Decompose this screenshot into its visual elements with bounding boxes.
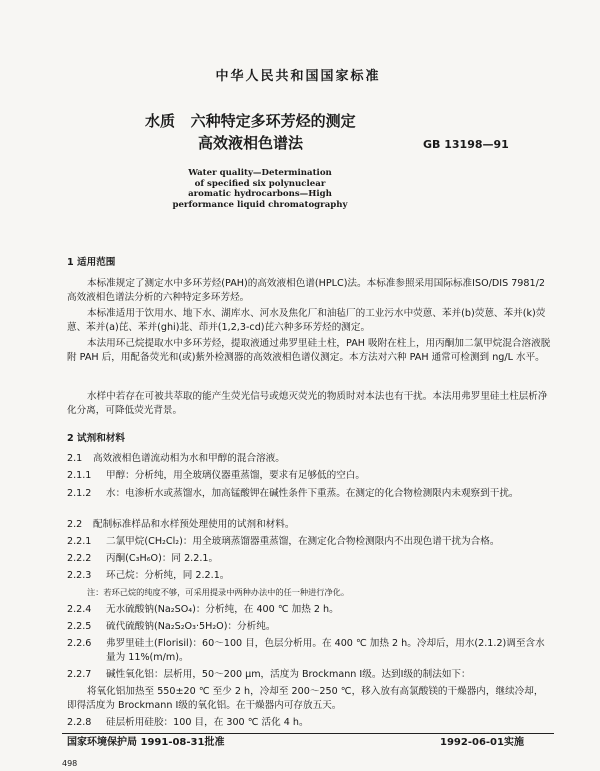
clause-number: 2.2 [67,519,83,530]
clause-number: 2.2.7 [67,669,92,680]
clause-text: 配制标准样品和水样预处理使用的试剂和材料。 [93,519,295,530]
clause-number: 2.2.5 [67,621,92,632]
clause-number: 2.2.1 [67,536,92,547]
section-1-paragraph: 水样中若存在可被共萃取的能产生荧光信号或熄灭荧光的物质时对本法也有干扰。本法用弗罗里硅土柱层析净化分离，可降低荧光背景。 [67,391,548,416]
clause-text: 甲醇：分析纯，用全玻璃仪器重蒸馏，要求有足够低的空白。 [106,470,366,481]
clause-text: 环己烷：分析纯，同 2.2.1。 [106,570,230,581]
clause-text: 硅层析用硅胶：100 目，在 300 ℃ 活化 4 h。 [106,717,309,728]
clause-text: 高效液相色谱流动相为水和甲醇的混合溶液。 [93,453,285,464]
clause-number: 2.1.1 [67,470,92,481]
clause-number: 2.2.4 [67,604,92,615]
english-title [140,168,380,210]
clause-text: 无水硫酸钠(Na₂SO₄)：分析纯，在 400 ℃ 加热 2 h。 [106,604,339,615]
clause-text: 二氯甲烷(CH₂Cl₂)：用全玻璃蒸馏器重蒸馏，在测定化合物检测限内不出现色谱干扰为合格。 [106,536,500,547]
section-2-heading: 2 试剂和材料 [67,433,125,444]
english-title-line: performance liquid chromatography [172,199,348,210]
clause-number: 2.2.8 [67,717,92,728]
english-title-line: of specified six polynuclear [194,178,326,189]
note: 注：若环己烷的纯度不够，可采用提录中两种办法中的任一种进行净化。 [87,587,350,597]
clause-number: 2.1.2 [67,488,92,499]
clause-text: 碱性氧化铝：层析用，50～200 μm，活度为 Brockmann Ⅰ级。达到Ⅰ级的制法如下： [106,669,471,680]
clause-number: 2.2.3 [67,570,92,581]
footer-rule [62,733,554,734]
clause-number: 2.2.6 [67,638,92,649]
clause-number: 2.1 [67,453,83,464]
clause-text: 丙酮(C₃H₆O)：同 2.2.1。 [106,553,219,564]
section-1-heading: 1 适用范围 [67,257,116,268]
document-title-line2: 高效液相色谱法 [198,134,304,152]
section-1-paragraph: 本法用环己烷提取水中多环芳烃，提取液通过弗罗里硅土柱，PAH 吸附在柱上，用丙酮加二氯甲烷混合溶液脱附 PAH 后，用配备荧光和(或)紫外检测器的高效液相色谱仪测定。本方法对六种 PAH 通常可检测到 ng/L 水平。 [67,338,551,363]
english-title-line: aromatic hydrocarbons—High [188,189,332,199]
document-title-line1: 水质 六种特定多环芳烃的测定 [145,112,356,130]
standard-type: 中华人民共和国国家标准 [215,69,381,84]
section-1-paragraph: 本标准规定了测定水中多环芳烃(PAH)的高效液相色谱(HPLC)法。本标准参照采用国际标准ISO/DIS 7981/2 高效液相色谱法分析的六种特定多环芳烃。 [67,278,545,303]
clause-text: 硫代硫酸钠(Na₂S₂O₃·5H₂O)：分析纯。 [106,621,276,632]
page-number: 498 [62,759,78,768]
alumina-procedure: 将氧化铝加热至 550±20 ℃ 至少 2 h，冷却至 200～250 ℃，移入放有高氯酸镁的干燥器内，继续冷却，即得活度为 Brockmann Ⅰ级的氧化铝。在干燥器内可存放五天。 [67,686,544,711]
implementation-date: 1992-06-01实施 [440,737,524,748]
standard-code: GB 13198—91 [423,138,509,151]
clause-text: 弗罗里硅土(Florisil)：60～100 目，色层分析用。在 400 ℃ 加热 2 h。冷却后，用水(2.1.2)调至含水量为 11%(m/m)。 [106,638,545,663]
section-1-paragraph: 本标准适用于饮用水、地下水、湖库水、河水及焦化厂和油毡厂的工业污水中荧蒽、苯并(b)荧蒽、苯并(k)荧蒽、苯并(a)芘、苯并(ghi)苝、茚并(1,2,3-cd)芘六种多环芳烃的测定。 [67,308,546,333]
clause-number: 2.2.2 [67,553,92,564]
approval-info: 国家环境保护局 1991-08-31批准 [67,737,225,748]
clause-text: 水：电渗析水或蒸馏水，加高锰酸钾在碱性条件下重蒸。在测定的化合物检测限内未观察到干扰。 [106,488,519,499]
english-title-line: Water quality—Determination [188,168,332,178]
